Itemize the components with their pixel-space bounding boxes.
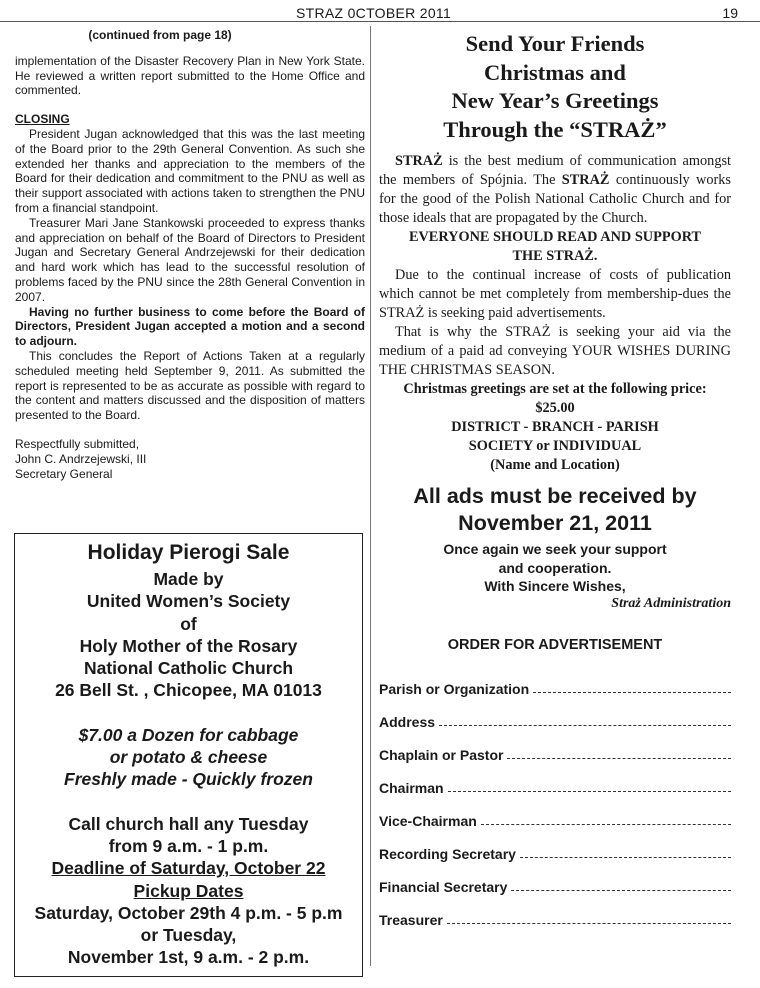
organization-line-3: National Catholic Church — [83, 658, 294, 679]
closing-paragraph-4: This concludes the Report of Actions Taken at a regularly scheduled meeting held September 9, 2011. As submitted the report is represented to be as accurate as possible with regard to the content and matters discussed and the disposition of matters presented to the Board. — [15, 348, 365, 423]
column-divider — [370, 26, 371, 966]
fill-in-line[interactable] — [447, 923, 731, 924]
pickup-date-2: or Tuesday, — [140, 925, 237, 946]
order-field-chairman[interactable] — [379, 763, 731, 796]
straz-name-1: STRAŻ — [395, 153, 443, 170]
publication-title: STRAZ 0CTOBER 2011 — [296, 5, 452, 21]
order-field-label: Chaplain or Pastor — [379, 746, 504, 763]
deadline-line: Deadline of Saturday, October 22 — [51, 858, 326, 879]
intro-paragraph: implementation of the Disaster Recovery Plan in New York State. He reviewed a written report submitted to the Home Office and commented. — [15, 53, 365, 98]
pierogi-title: Holiday Pierogi Sale — [87, 541, 290, 564]
closing-paragraph-3: Having no further business to come before the Board of Directors, President Jugan accepted a motion and a second to adjourn. — [15, 304, 365, 349]
greetings-p1-text-b: continuously works for the good of the Polish National Catholic Church and for those ideals that are propagated by the Church. — [379, 172, 731, 227]
closing-paragraph-1: President Jugan acknowledged that this was the last meeting of the Board prior to the 29th General Convention. As such she extended her thanks and appreciation to the members of the Board for their dedication and commitment to the PNU as well as their support associated with actions taken to strengthen the PNU from a financial standpoint. — [15, 126, 365, 215]
page-header — [0, 0, 760, 22]
made-by: Made by — [153, 569, 224, 589]
closing-paragraph-2: Treasurer Mari Jane Stankowski proceeded to express thanks and appreciation on behalf of the Board of Directors to President Jugan and Secretary General Andrzejewski for their dedication and hard work which has lead to the successful resolution of problems faced by the PNU since the 28th General Convention in 2007. — [15, 215, 365, 304]
greetings-p1-text-a: is the best medium of communication amongst the members of Spójnia. The — [379, 153, 731, 189]
greeting-price: $25.00 — [535, 400, 575, 417]
order-field-vice-chairman[interactable] — [379, 796, 731, 829]
fill-in-line[interactable] — [481, 824, 731, 825]
page-number: 19 — [722, 5, 738, 21]
fill-in-line[interactable] — [448, 791, 731, 792]
greetings-paragraph-3: That is why the STRAŻ is seeking your aid via the medium of a paid ad conveying YOUR WISHES DURING THE CHRISTMAS SEASON. — [379, 324, 731, 379]
ads-sub-line-3: With Sincere Wishes, — [484, 578, 626, 595]
order-field-parish[interactable] — [379, 664, 731, 697]
category-line-2: SOCIETY or INDIVIDUAL — [468, 438, 642, 455]
fill-in-line[interactable] — [511, 890, 731, 891]
fill-in-line[interactable] — [439, 725, 731, 726]
pierogi-sale-ad — [14, 533, 363, 977]
order-field-label: Vice-Chairman — [379, 812, 477, 829]
price-intro: Christmas greetings are set at the following price: — [403, 381, 707, 398]
ads-subtitle — [379, 540, 731, 596]
greetings-title — [379, 30, 731, 144]
category-line-3: (Name and Location) — [490, 457, 620, 474]
organization-line-1: United Women’s Society — [86, 591, 291, 612]
of-line: of — [180, 613, 197, 634]
order-form — [379, 664, 731, 928]
call-line-2: from 9 a.m. - 1 p.m. — [108, 835, 269, 856]
fill-in-line[interactable] — [507, 758, 731, 759]
price-line-2: or potato & cheese — [109, 747, 268, 768]
greetings-title-line-1: Send Your Friends — [465, 31, 645, 56]
right-column — [379, 30, 731, 928]
order-form-title: ORDER FOR ADVERTISEMENT — [447, 636, 663, 653]
greetings-title-line-2: Christmas and — [484, 59, 626, 85]
church-address: 26 Bell St. , Chicopee, MA 01013 — [55, 680, 322, 701]
order-field-label: Recording Secretary — [379, 845, 516, 862]
signature-title: Secretary General — [15, 466, 113, 481]
price-line-1: $7.00 a Dozen for cabbage — [78, 724, 299, 745]
signature-block — [15, 437, 365, 481]
greetings-title-line-4: Through the “STRAŻ” — [443, 116, 667, 142]
order-field-recording-secretary[interactable] — [379, 829, 731, 862]
order-field-treasurer[interactable] — [379, 895, 731, 928]
left-column — [15, 28, 365, 481]
call-line-1: Call church hall any Tuesday — [68, 813, 309, 834]
ads-title-line-1: All ads must be received by — [413, 484, 697, 509]
greetings-paragraph-1 — [379, 152, 731, 228]
pickup-date-1: Saturday, October 29th 4 p.m. - 5 p.m — [34, 902, 343, 923]
straz-name-2: STRAŻ — [561, 172, 610, 189]
pickup-date-3: November 1st, 9 a.m. - 2 p.m. — [67, 947, 310, 968]
pickup-heading: Pickup Dates — [133, 880, 244, 901]
greetings-body — [379, 152, 731, 475]
order-field-label: Chairman — [379, 779, 444, 796]
order-field-address[interactable] — [379, 697, 731, 730]
order-field-label: Financial Secretary — [379, 878, 508, 895]
continued-note: (continued from page 18) — [88, 28, 232, 42]
ads-deadline-title — [379, 483, 731, 537]
organization-line-2: Holy Mother of the Rosary — [79, 635, 298, 656]
ads-title-line-2: November 21, 2011 — [458, 511, 652, 536]
closing-heading: CLOSING — [15, 112, 70, 127]
order-field-label: Treasurer — [379, 911, 443, 928]
fill-in-line[interactable] — [520, 857, 731, 858]
greetings-title-line-3: New Year’s Greetings — [451, 88, 659, 114]
order-field-financial-secretary[interactable] — [379, 862, 731, 895]
everyone-line-1: EVERYONE SHOULD READ AND SUPPORT — [408, 229, 702, 246]
ads-sub-line-2: and cooperation. — [498, 559, 612, 576]
category-line-1: DISTRICT - BRANCH - PARISH — [451, 419, 659, 436]
order-field-label: Address — [379, 713, 436, 730]
administration-signature: Straż Administration — [611, 595, 731, 611]
signature-line-1: Respectfully submitted, — [15, 436, 140, 451]
order-field-label: Parish or Organization — [379, 680, 530, 697]
order-field-chaplain[interactable] — [379, 730, 731, 763]
ads-sub-line-1: Once again we seek your support — [443, 541, 667, 558]
fill-in-line[interactable] — [533, 692, 731, 693]
everyone-line-2: THE STRAŻ. — [512, 248, 598, 265]
price-line-3: Freshly made - Quickly frozen — [64, 769, 313, 790]
signature-name: John C. Andrzejewski, III — [15, 451, 147, 466]
greetings-paragraph-2: Due to the continual increase of costs of publication which cannot be met completely from membership-dues the STRAŻ is seeking paid advertisements. — [379, 267, 731, 322]
